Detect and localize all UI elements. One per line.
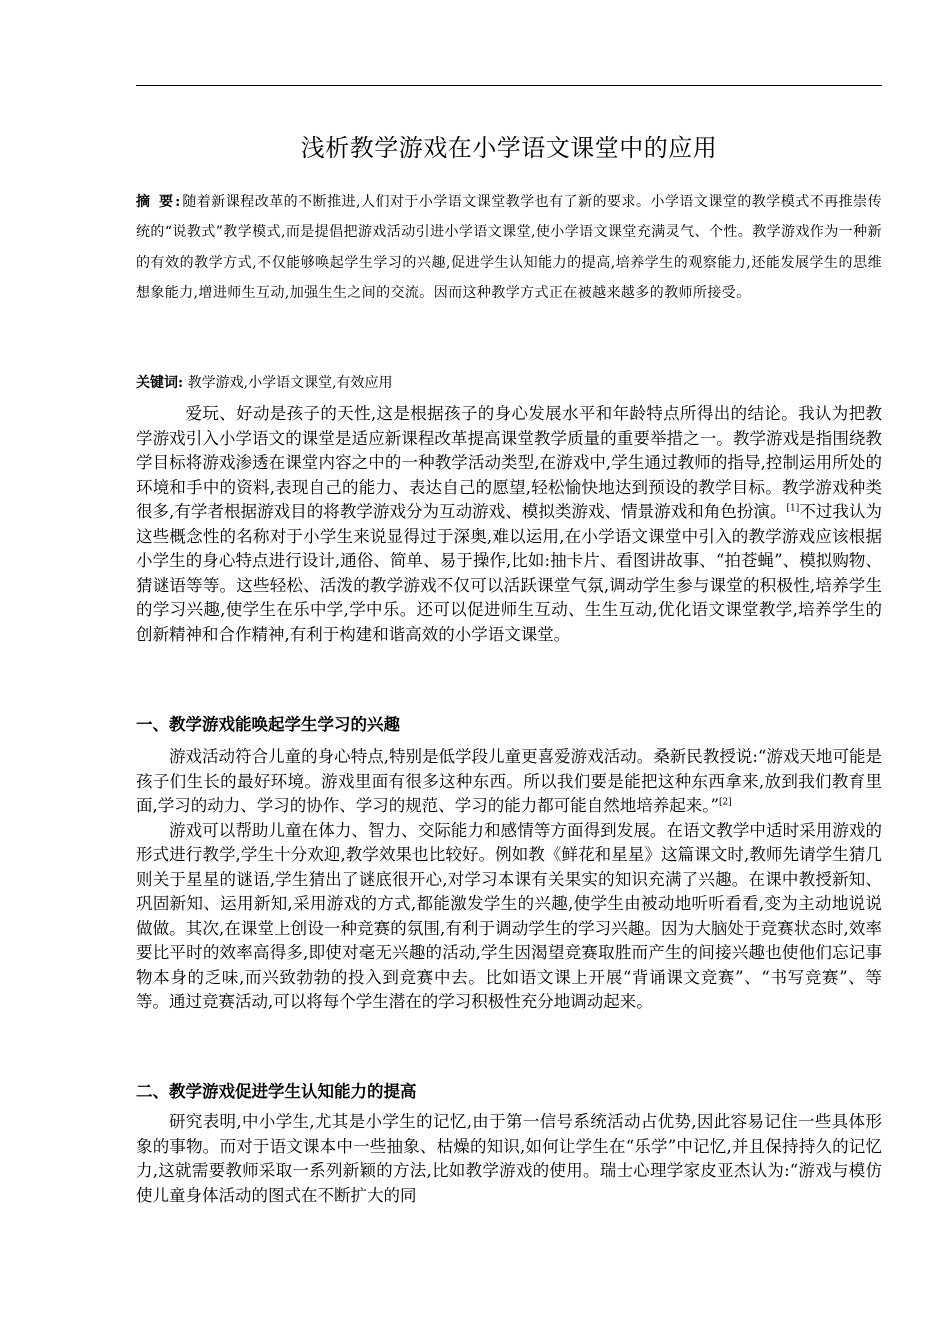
abstract [136, 187, 882, 309]
header-rule [136, 85, 882, 86]
abstract-label: 摘 要: [136, 194, 183, 210]
abstract-text: 随着新课程改革的不断推进,人们对于小学语文课堂教学也有了新的要求。小学语文课堂的教学模式不再推崇传统的“说教式”教学模式,而是提倡把游戏活动引进小学语文课堂,使小学语文课堂充满灵气、个性。教学游戏作为一种新的有效的教学方式,不仅能够唤起学生学习的兴趣,促进学生认知能力的提高,培养学生的观察能力,还能发展学生的思维想象能力,增进师生互动,加强生生之间的交流。因而这种教学方式正在被越来越多的教师所接受。 [136, 194, 882, 302]
intro-text-part2: 不过我认为这些概念性的名称对于小学生来说显得过于深奥,难以运用,在小学语文课堂中引入的教学游戏应该根据小学生的身心特点进行设计,通俗、简单、易于操作,比如:抽卡片、看图讲故事、“拍苍蝇”、模拟购物、猜谜语等等。这些轻松、活泼的教学游戏不仅可以活跃课堂气氛,调动学生参与课堂的积极性,培养学生的学习兴趣,使学生在乐中学,学中乐。还可以促进师生互动、生生互动,优化语文课堂教学,培养学生的创新精神和合作精神,有利于构建和谐高效的小学语文课堂。 [136, 502, 883, 644]
section-2-paragraph-1 [136, 1110, 882, 1208]
keywords [136, 372, 882, 394]
section-1-paragraph-2 [136, 819, 882, 1015]
section-2-p1-text: 研究表明,中小学生,尤其是小学生的记忆,由于第一信号系统活动占优势,因此容易记住一些具体形象的事物。而对于语文课本中一些抽象、枯燥的知识,如何让学生在“乐学”中记忆,并且保持持久的记忆力,这就需要教师采取一系列新颖的方法,比如教学游戏的使用。瑞士心理学家皮亚杰认为:“游戏与模仿使儿童身体活动的图式在不断扩大的同 [136, 1112, 882, 1205]
section-1-p1-text: 游戏活动符合儿童的身心特点,特别是低学段儿童更喜爱游戏活动。桑新民教授说:“游戏天地可能是孩子们生长的最好环境。游戏里面有很多这种东西。所以我们要是能把这种东西拿来,放到我们教育里面,学习的动力、学习的协作、学习的规范、学习的能力都可能自然地培养起来。” [136, 747, 882, 815]
section-1-paragraph-1 [136, 745, 882, 819]
citation-ref-2: [2] [718, 797, 732, 808]
intro-text-part1: 爱玩、好动是孩子的天性,这是根据孩子的身心发展水平和年龄特点所得出的结论。我认为把教学游戏引入小学语文的课堂是适应新课程改革提高课堂教学质量的重要举措之一。教学游戏是指围绕教学目标将游戏渗透在课堂内容之中的一种教学活动类型,在游戏中,学生通过教师的指导,控制运用所处的环境和手中的资料,表现自己的能力、表达自己的愿望,轻松愉快地达到预设的教学目标。教学游戏种类很多,有学者根据游戏目的将教学游戏分为互动游戏、模拟类游戏、情景游戏和角色扮演。 [136, 404, 882, 521]
paper-title: 浅析教学游戏在小学语文课堂中的应用 [300, 134, 718, 162]
section-2-heading: 二、教学游戏促进学生认知能力的提高 [136, 1082, 417, 1101]
intro-section [136, 402, 882, 647]
section-1-p2-text: 游戏可以帮助儿童在体力、智力、交际能力和感情等方面得到发展。在语文教学中适时采用游戏的形式进行教学,学生十分欢迎,教学效果也比较好。例如教《鲜花和星星》这篇课文时,教师先请学生猜几则关于星星的谜语,学生猜出了谜底很开心,对学习本课有关果实的知识充满了兴趣。在课中教授新知、巩固新知、运用新知,采用游戏的方式,都能激发学生的兴趣,使学生由被动地听听看看,变为主动地说说做做。其次,在课堂上创设一种竞赛的氛围,有利于调动学生的学习兴趣。因为大脑处于竞赛状态时,效率要比平时的效率高得多,即使对毫无兴趣的活动,学生因渴望竞赛取胜而产生的间接兴趣也使他们忘记事物本身的乏味,而兴致勃勃的投入到竞赛中去。比如语文课上开展“背诵课文竞赛”、“书写竞赛”、等等。通过竞赛活动,可以将每个学生潜在的学习积极性充分地调动起来。 [136, 820, 882, 1011]
intro-paragraph [136, 402, 882, 647]
section-2-body [136, 1110, 882, 1208]
section-1-heading: 一、教学游戏能唤起学生学习的兴趣 [136, 715, 400, 734]
citation-ref-1: [1] [786, 503, 800, 514]
section-1-body [136, 745, 882, 1015]
keywords-label: 关键词: [136, 375, 184, 391]
keywords-text: 教学游戏,小学语文课堂,有效应用 [187, 375, 393, 391]
